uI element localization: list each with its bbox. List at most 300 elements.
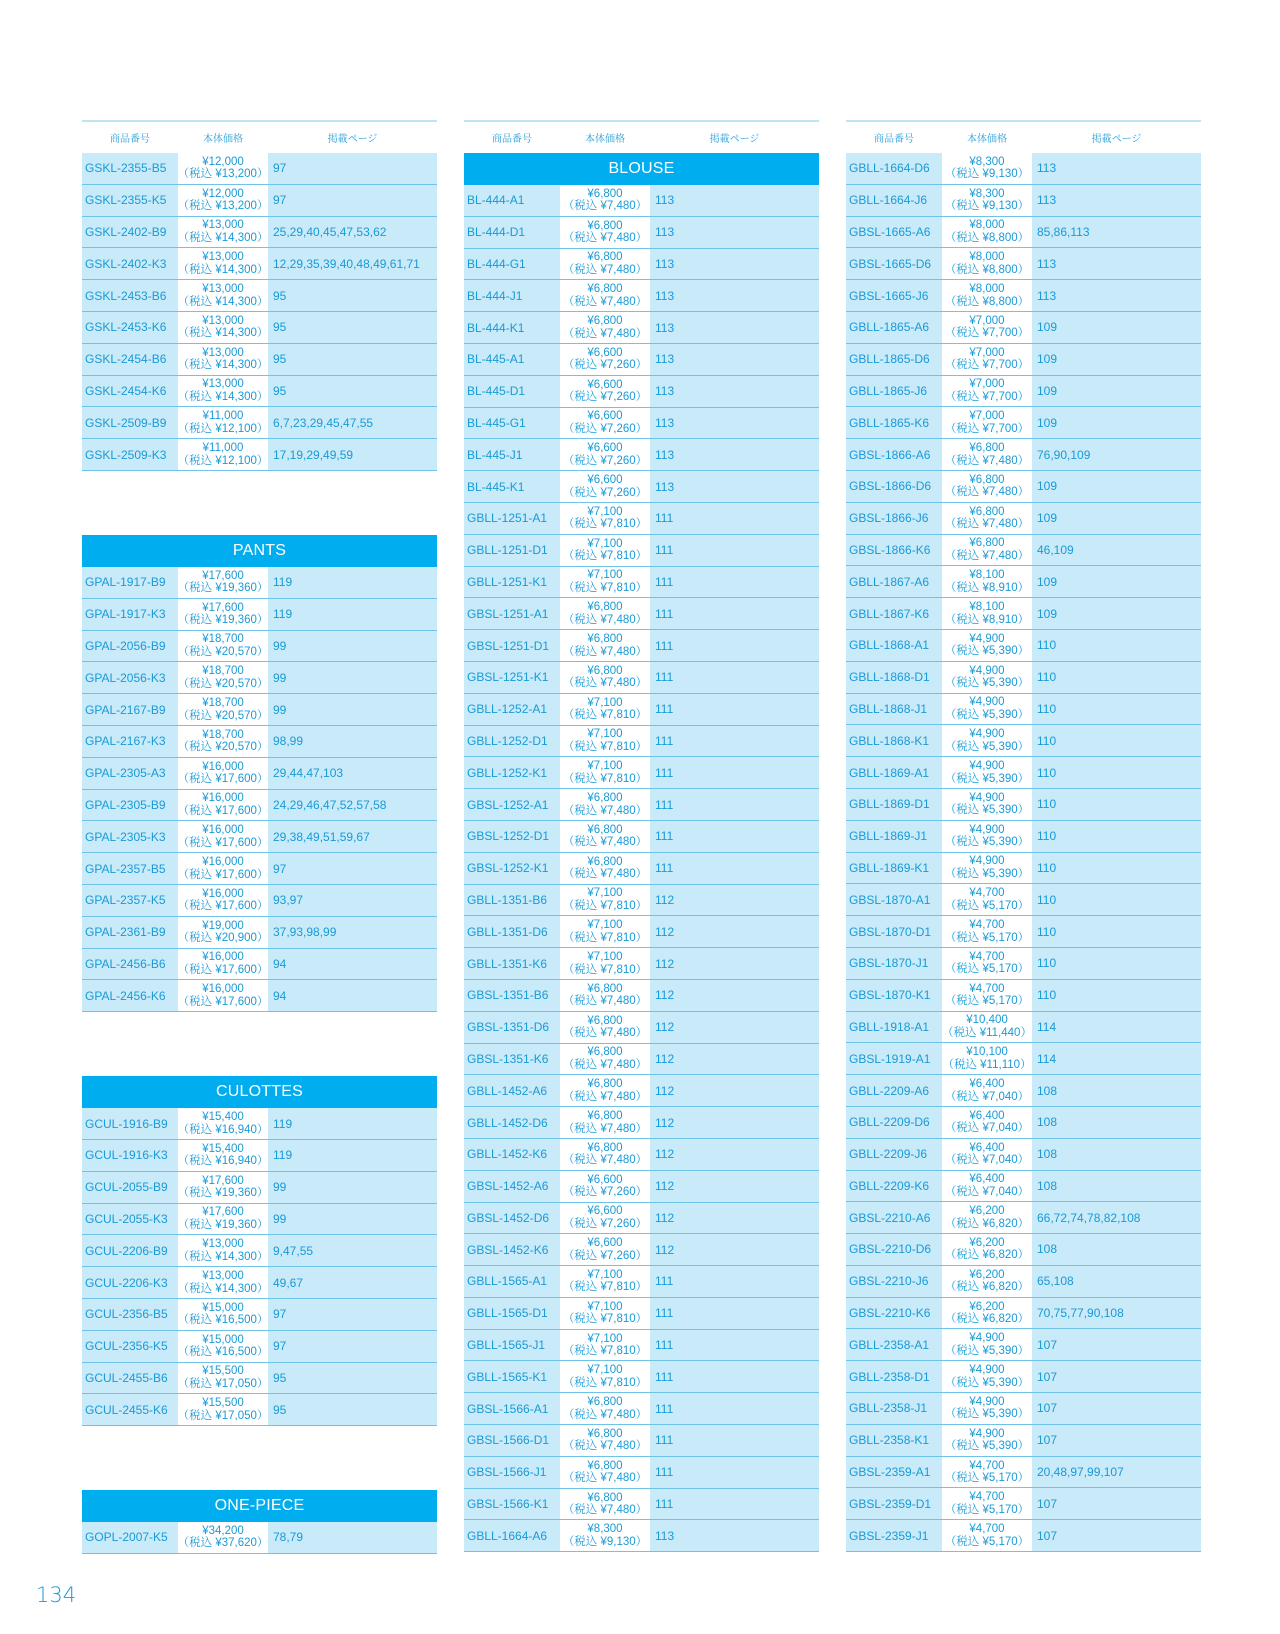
listed-pages: 113	[655, 415, 675, 430]
listed-pages: 112	[655, 1083, 675, 1098]
base-price: ¥15,000	[202, 1333, 244, 1346]
table-row	[82, 885, 437, 917]
listed-pages: 95	[273, 320, 287, 335]
table-row	[846, 662, 1201, 694]
product-code: GBLL-1452-A6	[467, 1083, 548, 1098]
table-row	[82, 280, 437, 312]
product-code: GSKL-2355-K5	[85, 193, 167, 208]
price-cell	[178, 280, 268, 311]
tax-included-price: （税込 ¥5,390）	[944, 708, 1030, 721]
price-cell	[942, 344, 1032, 375]
base-price: ¥12,000	[202, 155, 244, 168]
section-gap	[82, 1012, 437, 1076]
base-price: ¥4,900	[969, 1395, 1005, 1408]
product-code: GBSL-1251-A1	[467, 606, 549, 621]
tax-included-price: （税込 ¥20,570）	[177, 645, 269, 658]
listed-pages: 95	[273, 288, 287, 303]
price-cell	[178, 1204, 268, 1235]
tax-included-price: （税込 ¥7,810）	[562, 1281, 648, 1294]
price-cell	[178, 599, 268, 630]
base-price: ¥6,200	[969, 1268, 1005, 1281]
table-row	[464, 1425, 819, 1457]
table-row	[846, 980, 1201, 1012]
listed-pages: 66,72,74,78,82,108	[1037, 1210, 1141, 1225]
table-row	[846, 1520, 1201, 1552]
table-row	[82, 567, 437, 599]
tax-included-price: （税込 ¥7,040）	[944, 1185, 1030, 1198]
table-header	[82, 120, 437, 153]
table-row	[846, 471, 1201, 503]
price-cell	[560, 344, 650, 375]
base-price: ¥6,800	[587, 633, 623, 646]
listed-pages: 109	[1037, 415, 1058, 430]
base-price: ¥6,400	[969, 1173, 1005, 1186]
listed-pages: 111	[655, 574, 674, 589]
category-header: BLOUSE	[464, 153, 819, 185]
tax-included-price: （税込 ¥7,810）	[562, 931, 648, 944]
price-cell	[560, 1139, 650, 1170]
tax-included-price: （税込 ¥7,480）	[944, 549, 1030, 562]
listed-pages: 112	[655, 924, 675, 939]
listed-pages: 108	[1037, 1242, 1058, 1257]
product-code: GBLL-1664-J6	[849, 193, 928, 208]
price-cell	[942, 1488, 1032, 1519]
price-cell	[560, 376, 650, 407]
base-price: ¥6,800	[587, 187, 623, 200]
price-cell	[942, 471, 1032, 502]
listed-pages: 111	[655, 606, 674, 621]
base-price: ¥13,000	[202, 1270, 244, 1282]
listed-pages: 97	[273, 861, 287, 876]
product-code: GBLL-1351-B6	[467, 892, 548, 907]
base-price: ¥6,800	[969, 442, 1005, 455]
base-price: ¥6,600	[587, 1205, 623, 1218]
table-row	[82, 185, 437, 217]
listed-pages: 119	[273, 1116, 293, 1131]
base-price: ¥8,000	[969, 219, 1005, 232]
tax-included-price: （税込 ¥17,600）	[177, 804, 269, 817]
base-price: ¥13,000	[202, 251, 244, 264]
listed-pages: 110	[1037, 670, 1057, 685]
header-listed-pages: 掲載ページ	[327, 134, 378, 145]
tax-included-price: （税込 ¥9,130）	[562, 1535, 648, 1548]
price-cell	[178, 1522, 268, 1553]
product-code: GBLL-1252-K1	[467, 765, 548, 780]
header-listed-pages: 掲載ページ	[1091, 134, 1142, 145]
base-price: ¥6,400	[969, 1141, 1005, 1154]
table-row	[464, 948, 819, 980]
base-price: ¥16,000	[202, 951, 244, 964]
price-cell	[560, 185, 650, 216]
listed-pages: 97	[273, 193, 287, 208]
price-cell	[178, 153, 268, 184]
listed-pages: 111	[655, 543, 674, 558]
product-code: GSKL-2355-B5	[85, 161, 167, 176]
tax-included-price: （税込 ¥5,390）	[944, 772, 1030, 785]
table-row	[846, 1075, 1201, 1107]
header-product-code: 商品番号	[492, 134, 532, 145]
base-price: ¥6,800	[587, 601, 623, 614]
product-code: GBSL-1870-A1	[849, 892, 931, 907]
base-price: ¥4,700	[969, 1523, 1005, 1536]
tax-included-price: （税込 ¥7,480）	[562, 327, 648, 340]
price-cell	[942, 598, 1032, 629]
product-code: GBSL-2359-D1	[849, 1496, 932, 1511]
listed-pages: 107	[1037, 1337, 1058, 1352]
table-row	[464, 1075, 819, 1107]
listed-pages: 113	[1037, 161, 1057, 176]
base-price: ¥16,000	[202, 856, 244, 869]
table-row	[82, 758, 437, 790]
listed-pages: 111	[655, 829, 674, 844]
product-code: GBSL-1866-D6	[849, 479, 932, 494]
base-price: ¥13,000	[202, 314, 244, 327]
table-row	[464, 503, 819, 535]
listed-pages: 99	[273, 638, 287, 653]
tax-included-price: （税込 ¥7,480）	[562, 200, 648, 213]
product-code: GBLL-1565-D1	[467, 1306, 548, 1321]
tax-included-price: （税込 ¥7,480）	[562, 232, 648, 245]
listed-pages: 37,93,98,99	[273, 925, 337, 940]
product-code: GBLL-1351-D6	[467, 924, 548, 939]
base-price: ¥7,100	[587, 1332, 623, 1345]
product-code: GBLL-1251-D1	[467, 543, 548, 558]
table-row	[82, 1363, 437, 1395]
product-code: GPAL-2167-B9	[85, 702, 166, 717]
base-price: ¥16,000	[202, 983, 244, 996]
listed-pages: 111	[655, 1497, 674, 1512]
tax-included-price: （税込 ¥7,810）	[562, 518, 648, 531]
base-price: ¥6,800	[587, 792, 623, 805]
base-price: ¥13,000	[202, 1238, 244, 1251]
listed-pages: 112	[655, 1147, 675, 1162]
price-cell	[942, 884, 1032, 915]
listed-pages: 109	[1037, 511, 1058, 526]
table-row	[846, 789, 1201, 821]
tax-included-price: （税込 ¥5,390）	[944, 804, 1030, 817]
price-table-column-3	[846, 120, 1201, 1552]
product-code: GSKL-2453-B6	[85, 288, 167, 303]
price-cell	[178, 1235, 268, 1266]
table-row	[846, 376, 1201, 408]
price-cell	[942, 980, 1032, 1011]
table-row	[82, 1331, 437, 1363]
base-price: ¥4,900	[969, 1364, 1005, 1377]
price-cell	[942, 407, 1032, 438]
price-cell	[178, 439, 268, 470]
product-code: GBLL-1351-K6	[467, 956, 548, 971]
listed-pages: 113	[1037, 256, 1057, 271]
base-price: ¥4,900	[969, 760, 1005, 773]
table-row	[846, 1425, 1201, 1457]
tax-included-price: （税込 ¥6,820）	[944, 1217, 1030, 1230]
product-code: GBSL-2210-A6	[849, 1210, 931, 1225]
tax-included-price: （税込 ¥7,480）	[562, 868, 648, 881]
listed-pages: 111	[655, 638, 674, 653]
tax-included-price: （税込 ¥7,040）	[944, 1154, 1030, 1167]
listed-pages: 111	[655, 511, 674, 526]
price-cell	[560, 821, 650, 852]
listed-pages: 95	[273, 352, 287, 367]
product-code: BL-444-G1	[467, 256, 526, 271]
base-price: ¥6,200	[969, 1205, 1005, 1218]
product-code: BL-445-G1	[467, 415, 526, 430]
listed-pages: 111	[655, 1369, 674, 1384]
price-cell	[178, 1267, 268, 1298]
base-price: ¥17,600	[202, 1206, 244, 1219]
table-row	[846, 344, 1201, 376]
table-row	[464, 1489, 819, 1521]
product-code: GBSL-1452-D6	[467, 1210, 550, 1225]
tax-included-price: （税込 ¥8,800）	[944, 231, 1030, 244]
product-code: GBLL-1452-K6	[467, 1147, 548, 1162]
base-price: ¥7,100	[587, 728, 623, 741]
price-cell	[942, 1043, 1032, 1074]
product-code: GCUL-2455-K6	[85, 1402, 168, 1417]
product-code: GBLL-1252-D1	[467, 733, 548, 748]
base-price: ¥6,800	[587, 283, 623, 296]
price-cell	[178, 885, 268, 916]
product-code: GCUL-1916-B9	[85, 1116, 168, 1131]
tax-included-price: （税込 ¥5,170）	[944, 963, 1030, 976]
price-cell	[560, 1203, 650, 1234]
listed-pages: 110	[1037, 892, 1057, 907]
table-row	[846, 916, 1201, 948]
tax-included-price: （税込 ¥14,300）	[177, 390, 269, 403]
product-code: GSKL-2454-B6	[85, 352, 167, 367]
price-cell	[942, 1171, 1032, 1202]
price-cell	[942, 439, 1032, 470]
price-cell	[178, 980, 268, 1011]
listed-pages: 111	[655, 1401, 674, 1416]
tax-included-price: （税込 ¥7,810）	[562, 581, 648, 594]
price-cell	[178, 662, 268, 693]
tax-included-price: （税込 ¥5,170）	[944, 1503, 1030, 1516]
base-price: ¥6,800	[587, 1396, 623, 1409]
listed-pages: 111	[655, 1274, 674, 1289]
product-code: GSKL-2509-K3	[85, 447, 167, 462]
listed-pages: 113	[655, 320, 675, 335]
product-code: BL-444-J1	[467, 288, 523, 303]
tax-included-price: （税込 ¥5,390）	[944, 1440, 1030, 1453]
listed-pages: 111	[655, 1433, 674, 1448]
base-price: ¥6,600	[587, 346, 623, 359]
price-cell	[942, 1361, 1032, 1392]
tax-included-price: （税込 ¥17,600）	[177, 836, 269, 849]
tax-included-price: （税込 ¥7,480）	[562, 1472, 648, 1485]
listed-pages: 110	[1037, 797, 1057, 812]
listed-pages: 107	[1037, 1528, 1058, 1543]
base-price: ¥4,700	[969, 1459, 1005, 1472]
base-price: ¥4,900	[969, 1427, 1005, 1440]
base-price: ¥4,700	[969, 919, 1005, 932]
price-cell	[178, 1299, 268, 1330]
base-price: ¥4,900	[969, 791, 1005, 804]
product-code: GBLL-1565-J1	[467, 1338, 546, 1353]
product-code: GBLL-1452-D6	[467, 1115, 548, 1130]
tax-included-price: （税込 ¥7,810）	[562, 1345, 648, 1358]
table-row	[846, 598, 1201, 630]
base-price: ¥15,000	[202, 1301, 244, 1314]
base-price: ¥13,000	[202, 283, 244, 296]
price-cell	[942, 694, 1032, 725]
table-row	[464, 757, 819, 789]
table-row	[82, 1140, 437, 1172]
base-price: ¥16,000	[202, 824, 244, 837]
product-code: GBLL-2209-A6	[849, 1083, 930, 1098]
price-cell	[178, 821, 268, 852]
listed-pages: 107	[1037, 1433, 1058, 1448]
tax-included-price: （税込 ¥7,480）	[562, 1408, 648, 1421]
price-cell	[942, 1425, 1032, 1456]
listed-pages: 112	[655, 988, 675, 1003]
price-cell	[942, 185, 1032, 216]
tax-included-price: （税込 ¥20,570）	[177, 677, 269, 690]
table-row	[82, 631, 437, 663]
tax-included-price: （税込 ¥5,170）	[944, 931, 1030, 944]
product-code: GBSL-2359-A1	[849, 1465, 931, 1480]
price-cell	[560, 694, 650, 725]
table-row	[846, 1457, 1201, 1489]
base-price: ¥18,700	[202, 697, 244, 710]
price-cell	[560, 1234, 650, 1265]
tax-included-price: （税込 ¥16,940）	[177, 1123, 269, 1136]
tax-included-price: （税込 ¥5,390）	[944, 677, 1030, 690]
table-row	[82, 1235, 437, 1267]
table-row	[846, 757, 1201, 789]
base-price: ¥8,100	[969, 569, 1005, 582]
tax-included-price: （税込 ¥7,700）	[944, 359, 1030, 372]
price-cell	[178, 1172, 268, 1203]
table-row	[846, 694, 1201, 726]
tax-included-price: （税込 ¥20,570）	[177, 709, 269, 722]
listed-pages: 99	[273, 670, 287, 685]
tax-included-price: （税込 ¥7,480）	[562, 645, 648, 658]
table-row	[464, 312, 819, 344]
base-price: ¥6,800	[587, 251, 623, 264]
table-row	[464, 789, 819, 821]
tax-included-price: （税込 ¥7,480）	[562, 263, 648, 276]
base-price: ¥6,200	[969, 1236, 1005, 1249]
table-row	[464, 1393, 819, 1425]
price-cell	[560, 1171, 650, 1202]
listed-pages: 109	[1037, 606, 1058, 621]
tax-included-price: （税込 ¥7,260）	[562, 1217, 648, 1230]
tax-included-price: （税込 ¥6,820）	[944, 1313, 1030, 1326]
table-row	[464, 185, 819, 217]
product-code: GBLL-1867-A6	[849, 574, 930, 589]
tax-included-price: （税込 ¥7,040）	[944, 1122, 1030, 1135]
product-code: GBLL-1565-A1	[467, 1274, 548, 1289]
product-code: GBLL-1664-D6	[849, 161, 930, 176]
price-cell	[560, 1044, 650, 1075]
product-code: GCUL-1916-K3	[85, 1148, 168, 1163]
tax-included-price: （税込 ¥14,300）	[177, 359, 269, 372]
listed-pages: 111	[655, 1306, 674, 1321]
table-row	[82, 949, 437, 981]
price-cell	[178, 217, 268, 248]
table-row	[464, 567, 819, 599]
table-row	[82, 1172, 437, 1204]
listed-pages: 112	[655, 1179, 675, 1194]
base-price: ¥6,800	[587, 315, 623, 328]
listed-pages: 107	[1037, 1496, 1058, 1511]
listed-pages: 110	[1037, 860, 1057, 875]
table-row	[464, 1234, 819, 1266]
table-row	[846, 153, 1201, 185]
base-price: ¥7,100	[587, 1364, 623, 1377]
tax-included-price: （税込 ¥5,390）	[944, 836, 1030, 849]
price-cell	[942, 376, 1032, 407]
product-code: GBSL-1452-A6	[467, 1179, 549, 1194]
product-code: GPAL-2167-K3	[85, 734, 166, 749]
base-price: ¥4,700	[969, 950, 1005, 963]
product-code: GCUL-2055-K3	[85, 1211, 168, 1226]
table-row	[82, 694, 437, 726]
tax-included-price: （税込 ¥7,260）	[562, 422, 648, 435]
table-row	[846, 280, 1201, 312]
price-cell	[178, 1140, 268, 1171]
tax-included-price: （税込 ¥7,480）	[944, 518, 1030, 531]
listed-pages: 110	[1037, 638, 1057, 653]
listed-pages: 29,44,47,103	[273, 766, 344, 781]
tax-included-price: （税込 ¥12,100）	[177, 422, 269, 435]
listed-pages: 12,29,35,39,40,48,49,61,71	[273, 256, 420, 271]
category-header: CULOTTES	[82, 1076, 437, 1108]
price-cell	[560, 662, 650, 693]
product-code: GSKL-2509-B9	[85, 415, 167, 430]
table-row	[82, 980, 437, 1012]
tax-included-price: （税込 ¥17,600）	[177, 900, 269, 913]
price-cell	[942, 1075, 1032, 1106]
tax-included-price: （税込 ¥5,170）	[944, 1472, 1030, 1485]
price-cell	[942, 217, 1032, 248]
table-row	[846, 217, 1201, 249]
tax-included-price: （税込 ¥7,810）	[562, 772, 648, 785]
listed-pages: 6,7,23,29,45,47,55	[273, 415, 374, 430]
base-price: ¥17,600	[202, 569, 244, 582]
table-row	[464, 376, 819, 408]
tax-included-price: （税込 ¥7,480）	[562, 1154, 648, 1167]
base-price: ¥7,000	[969, 410, 1005, 423]
price-table-column-2	[464, 120, 819, 1552]
product-code: GCUL-2356-K5	[85, 1339, 168, 1354]
product-code: GCUL-2055-B9	[85, 1180, 168, 1195]
tax-included-price: （税込 ¥7,480）	[562, 1504, 648, 1517]
tax-included-price: （税込 ¥11,440）	[942, 1026, 1032, 1039]
price-cell	[178, 376, 268, 407]
table-row	[846, 1329, 1201, 1361]
product-code: GBSL-1351-D6	[467, 1020, 550, 1035]
tax-included-price: （税込 ¥7,480）	[562, 804, 648, 817]
header-listed-pages: 掲載ページ	[709, 134, 760, 145]
base-price: ¥6,800	[587, 1141, 623, 1154]
price-cell	[942, 916, 1032, 947]
table-row	[464, 885, 819, 917]
product-code: GBLL-2209-K6	[849, 1178, 930, 1193]
base-price: ¥18,700	[202, 665, 244, 678]
price-cell	[560, 1298, 650, 1329]
price-cell	[942, 280, 1032, 311]
product-code: GBSL-1870-D1	[849, 924, 932, 939]
table-row	[464, 344, 819, 376]
table-row	[846, 1234, 1201, 1266]
product-code: GBLL-1664-A6	[467, 1528, 548, 1543]
product-code: GBSL-1251-K1	[467, 670, 549, 685]
table-row	[846, 1393, 1201, 1425]
table-row	[464, 821, 819, 853]
base-price: ¥16,000	[202, 760, 244, 773]
